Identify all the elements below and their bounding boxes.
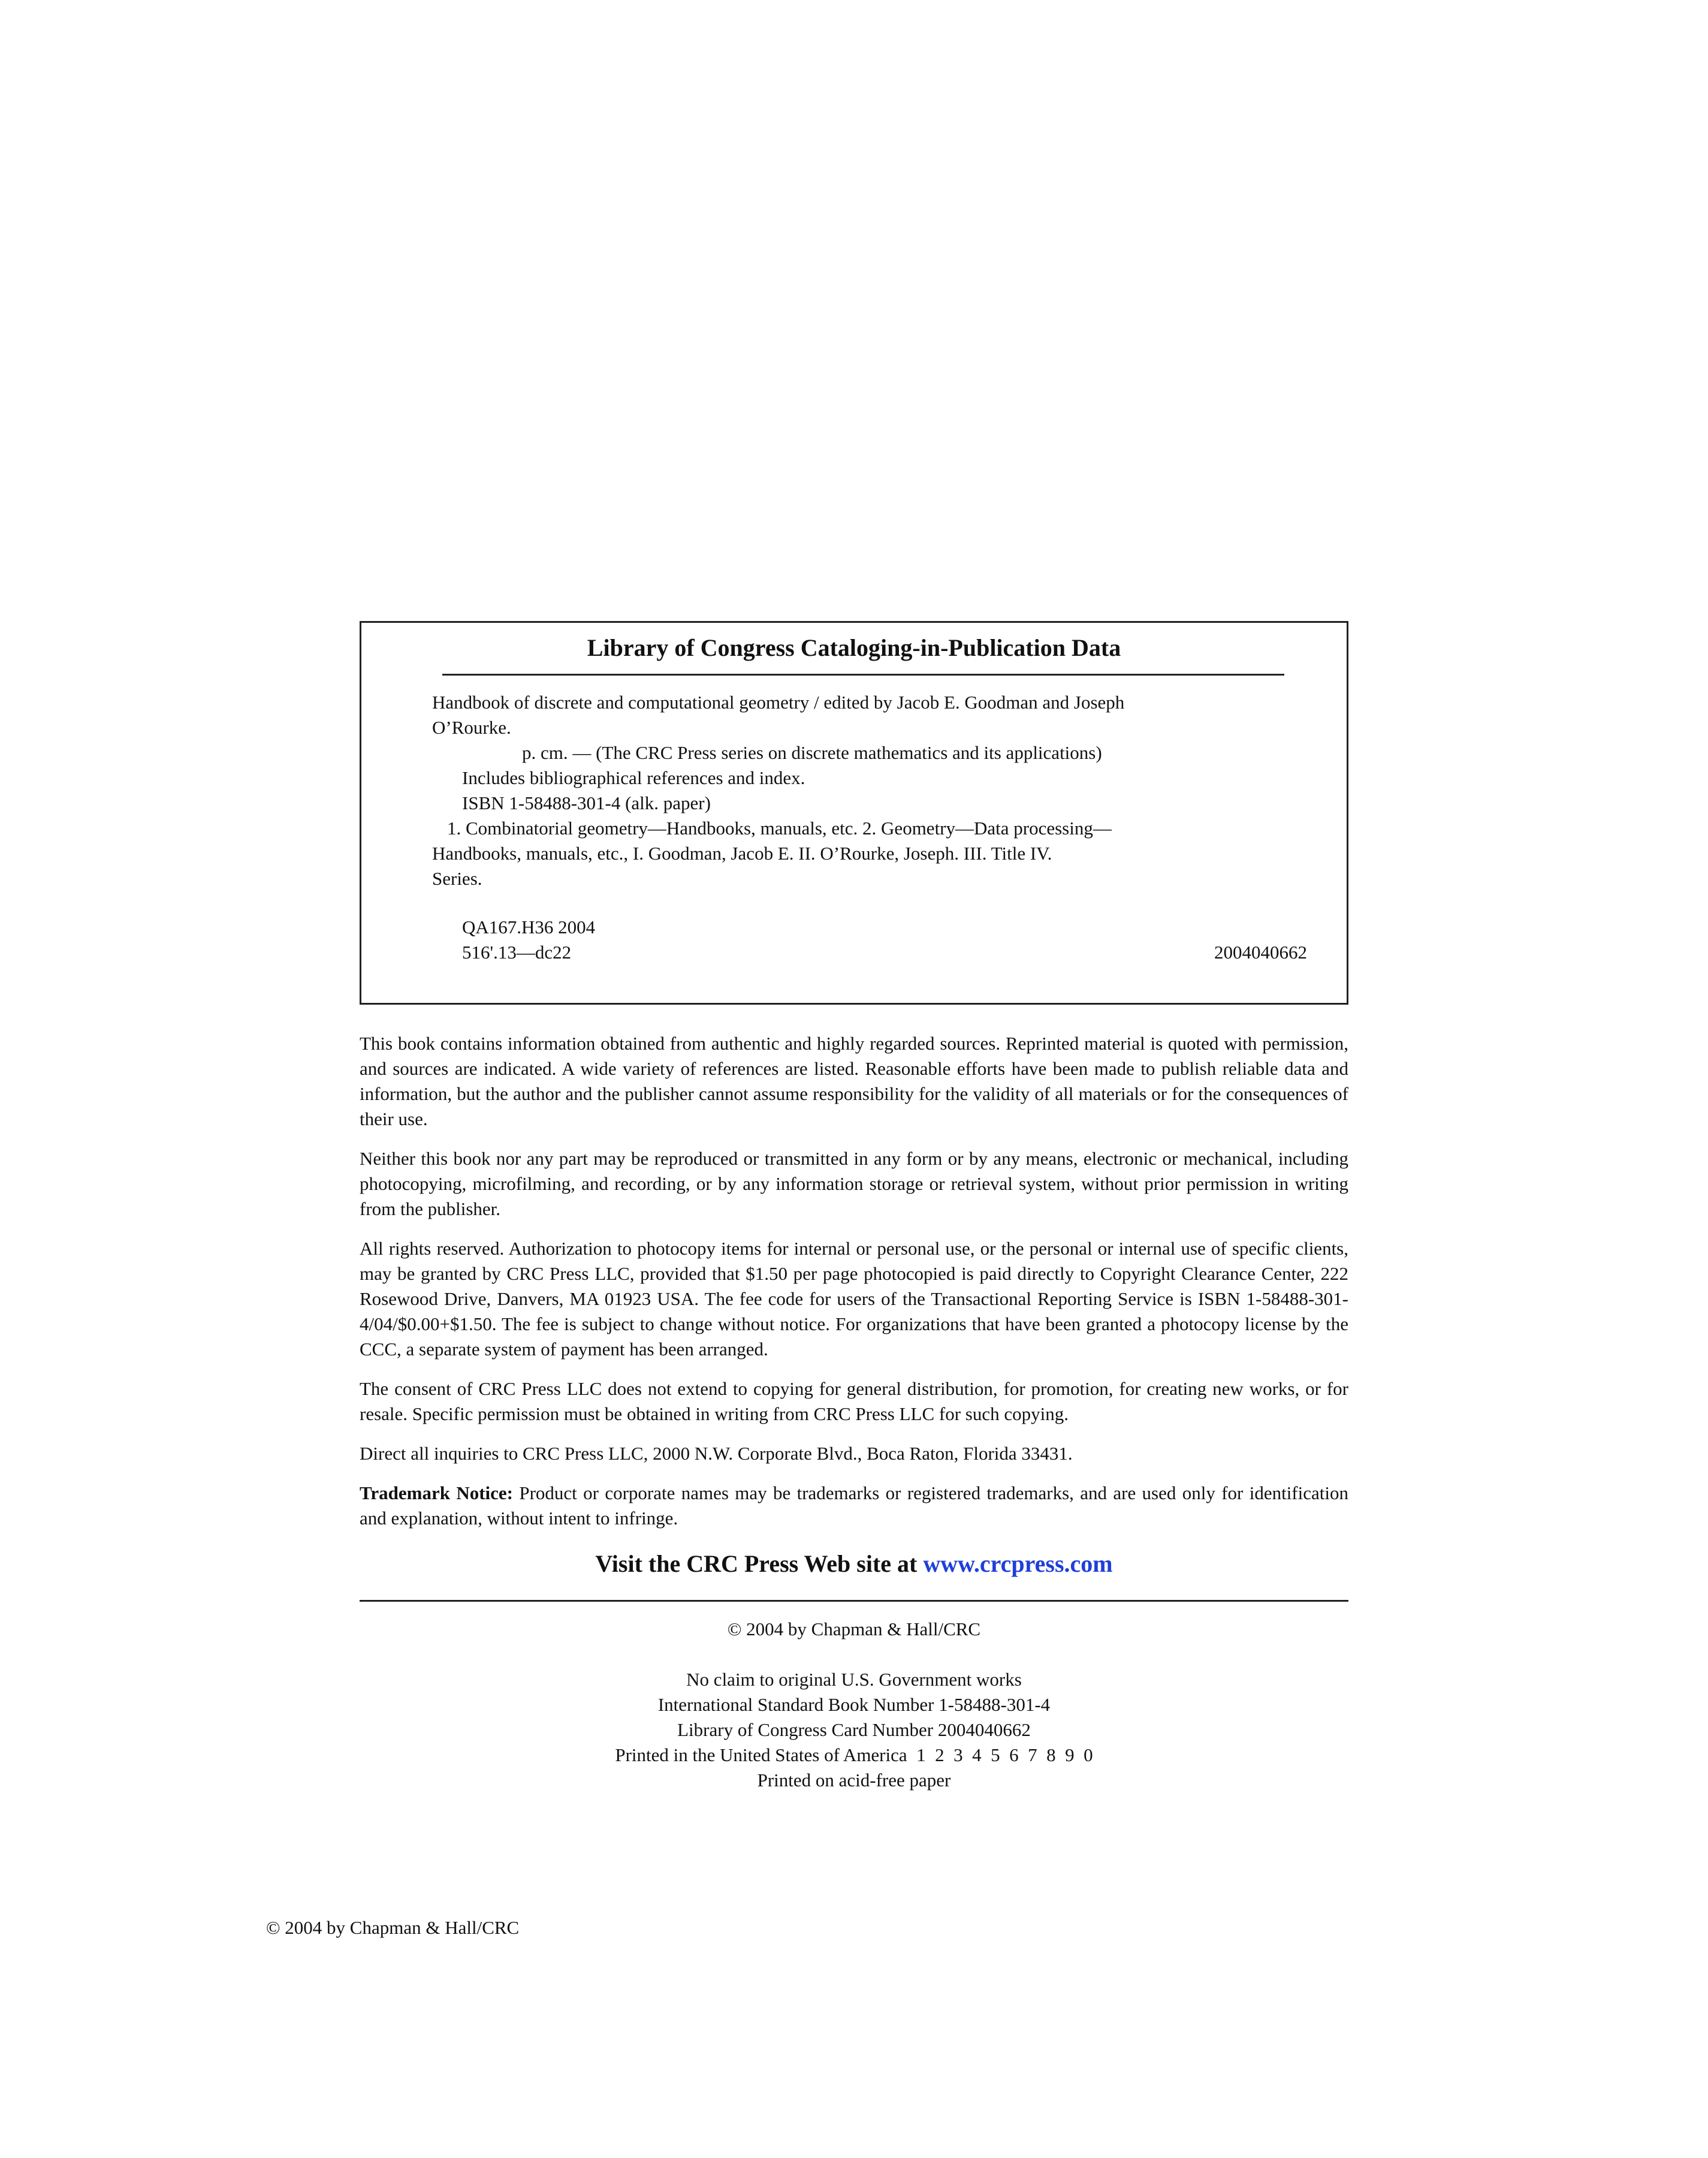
acid-free-line: Printed on acid-free paper xyxy=(757,1770,951,1791)
no-claim-line: No claim to original U.S. Government works xyxy=(686,1669,1022,1690)
copyright-block xyxy=(360,1617,1348,1642)
cip-line-8: Series. xyxy=(432,868,482,889)
notice-consent: The consent of CRC Press LLC does not extend to copying for general distribution, for promotion, for creating new works, or for resale. Specific permission must be obtained in writing from CRC Press LLC for such copying. xyxy=(360,1378,1348,1424)
lccn-line: Library of Congress Card Number 2004040662 xyxy=(677,1719,1031,1740)
copyright-line: © 2004 by Chapman & Hall/CRC xyxy=(727,1618,981,1639)
trademark-label: Trademark Notice: xyxy=(360,1482,513,1503)
visit-website xyxy=(360,1548,1348,1580)
legal-notices xyxy=(360,1031,1348,1545)
cip-lccn: 2004040662 xyxy=(1214,942,1307,963)
notice-inquiries: Direct all inquiries to CRC Press LLC, 2000 N.W. Corporate Blvd., Boca Raton, Florida 33431. xyxy=(360,1443,1073,1464)
cip-dewey: 516'.13—dc22 xyxy=(462,942,572,963)
cip-title: Library of Congress Cataloging-in-Publication Data xyxy=(587,634,1121,661)
cip-data-box xyxy=(360,621,1348,1005)
cip-line-3: p. cm. — (The CRC Press series on discrete mathematics and its applications) xyxy=(522,742,1102,763)
cip-title-rule xyxy=(442,674,1284,676)
isbn-line: International Standard Book Number 1-58488-301-4 xyxy=(657,1694,1051,1715)
trademark-text: Product or corporate names may be trademarks or registered trademarks, and are used only for identification and explanation, without intent to infringe. xyxy=(360,1482,1348,1529)
visit-text: Visit the CRC Press Web site at xyxy=(595,1550,924,1577)
printed-in-line: Printed in the United States of America 1 2 3 4 5 6 7 8 9 0 xyxy=(615,1744,1093,1765)
copyright-rule xyxy=(360,1600,1348,1602)
notice-trademark xyxy=(360,1481,1348,1531)
cip-line-7: Handbooks, manuals, etc., I. Goodman, Jacob E. II. O’Rourke, Joseph. III. Title IV. xyxy=(432,843,1052,864)
notice-rights: All rights reserved. Authorization to photocopy items for internal or personal use, or the personal or internal use of specific clients, may be granted by CRC Press LLC, provided that $1.50 per page photocopied is paid directly to Copyright Clearance Center, 222 Rosewood Drive, Danvers, MA 01923 USA. The fee code for users of the Transactional Reporting Service is ISBN 1-58488-301-4/04/$0.00+$1.50. The fee is subject to change without notice. For organizations that have been granted a photocopy license by the CCC, a separate system of payment has been arranged. xyxy=(360,1238,1348,1360)
website-link[interactable]: www.crcpress.com xyxy=(923,1550,1113,1577)
cip-line-5: ISBN 1-58488-301-4 (alk. paper) xyxy=(462,792,711,813)
cip-line-6: 1. Combinatorial geometry—Handbooks, manuals, etc. 2. Geometry—Data processing— xyxy=(447,818,1112,839)
cip-line-4: Includes bibliographical references and index. xyxy=(462,767,805,788)
publication-info xyxy=(360,1667,1348,1793)
cip-call-number: QA167.H36 2004 xyxy=(462,917,596,938)
notice-reproduction: Neither this book nor any part may be reproduced or transmitted in any form or by any means, electronic or mechanical, including photocopying, microfilming, and recording, or by any information storage or retrieval system, without prior permission in writing from the publisher. xyxy=(360,1148,1348,1219)
notice-sources: This book contains information obtained from authentic and highly regarded sources. Reprinted material is quoted with permission, and sources are indicated. A wide variety of references are listed. Reasonable efforts have been made to publish reliable data and information, but the author and the publisher cannot assume responsibility for the validity of all materials or for the consequences of their use. xyxy=(360,1033,1348,1129)
cip-line-1: Handbook of discrete and computational geometry / edited by Jacob E. Goodman and Joseph xyxy=(432,692,1125,713)
cip-line-2: O’Rourke. xyxy=(432,717,511,738)
page-footer: © 2004 by Chapman & Hall/CRC xyxy=(266,1917,520,1938)
